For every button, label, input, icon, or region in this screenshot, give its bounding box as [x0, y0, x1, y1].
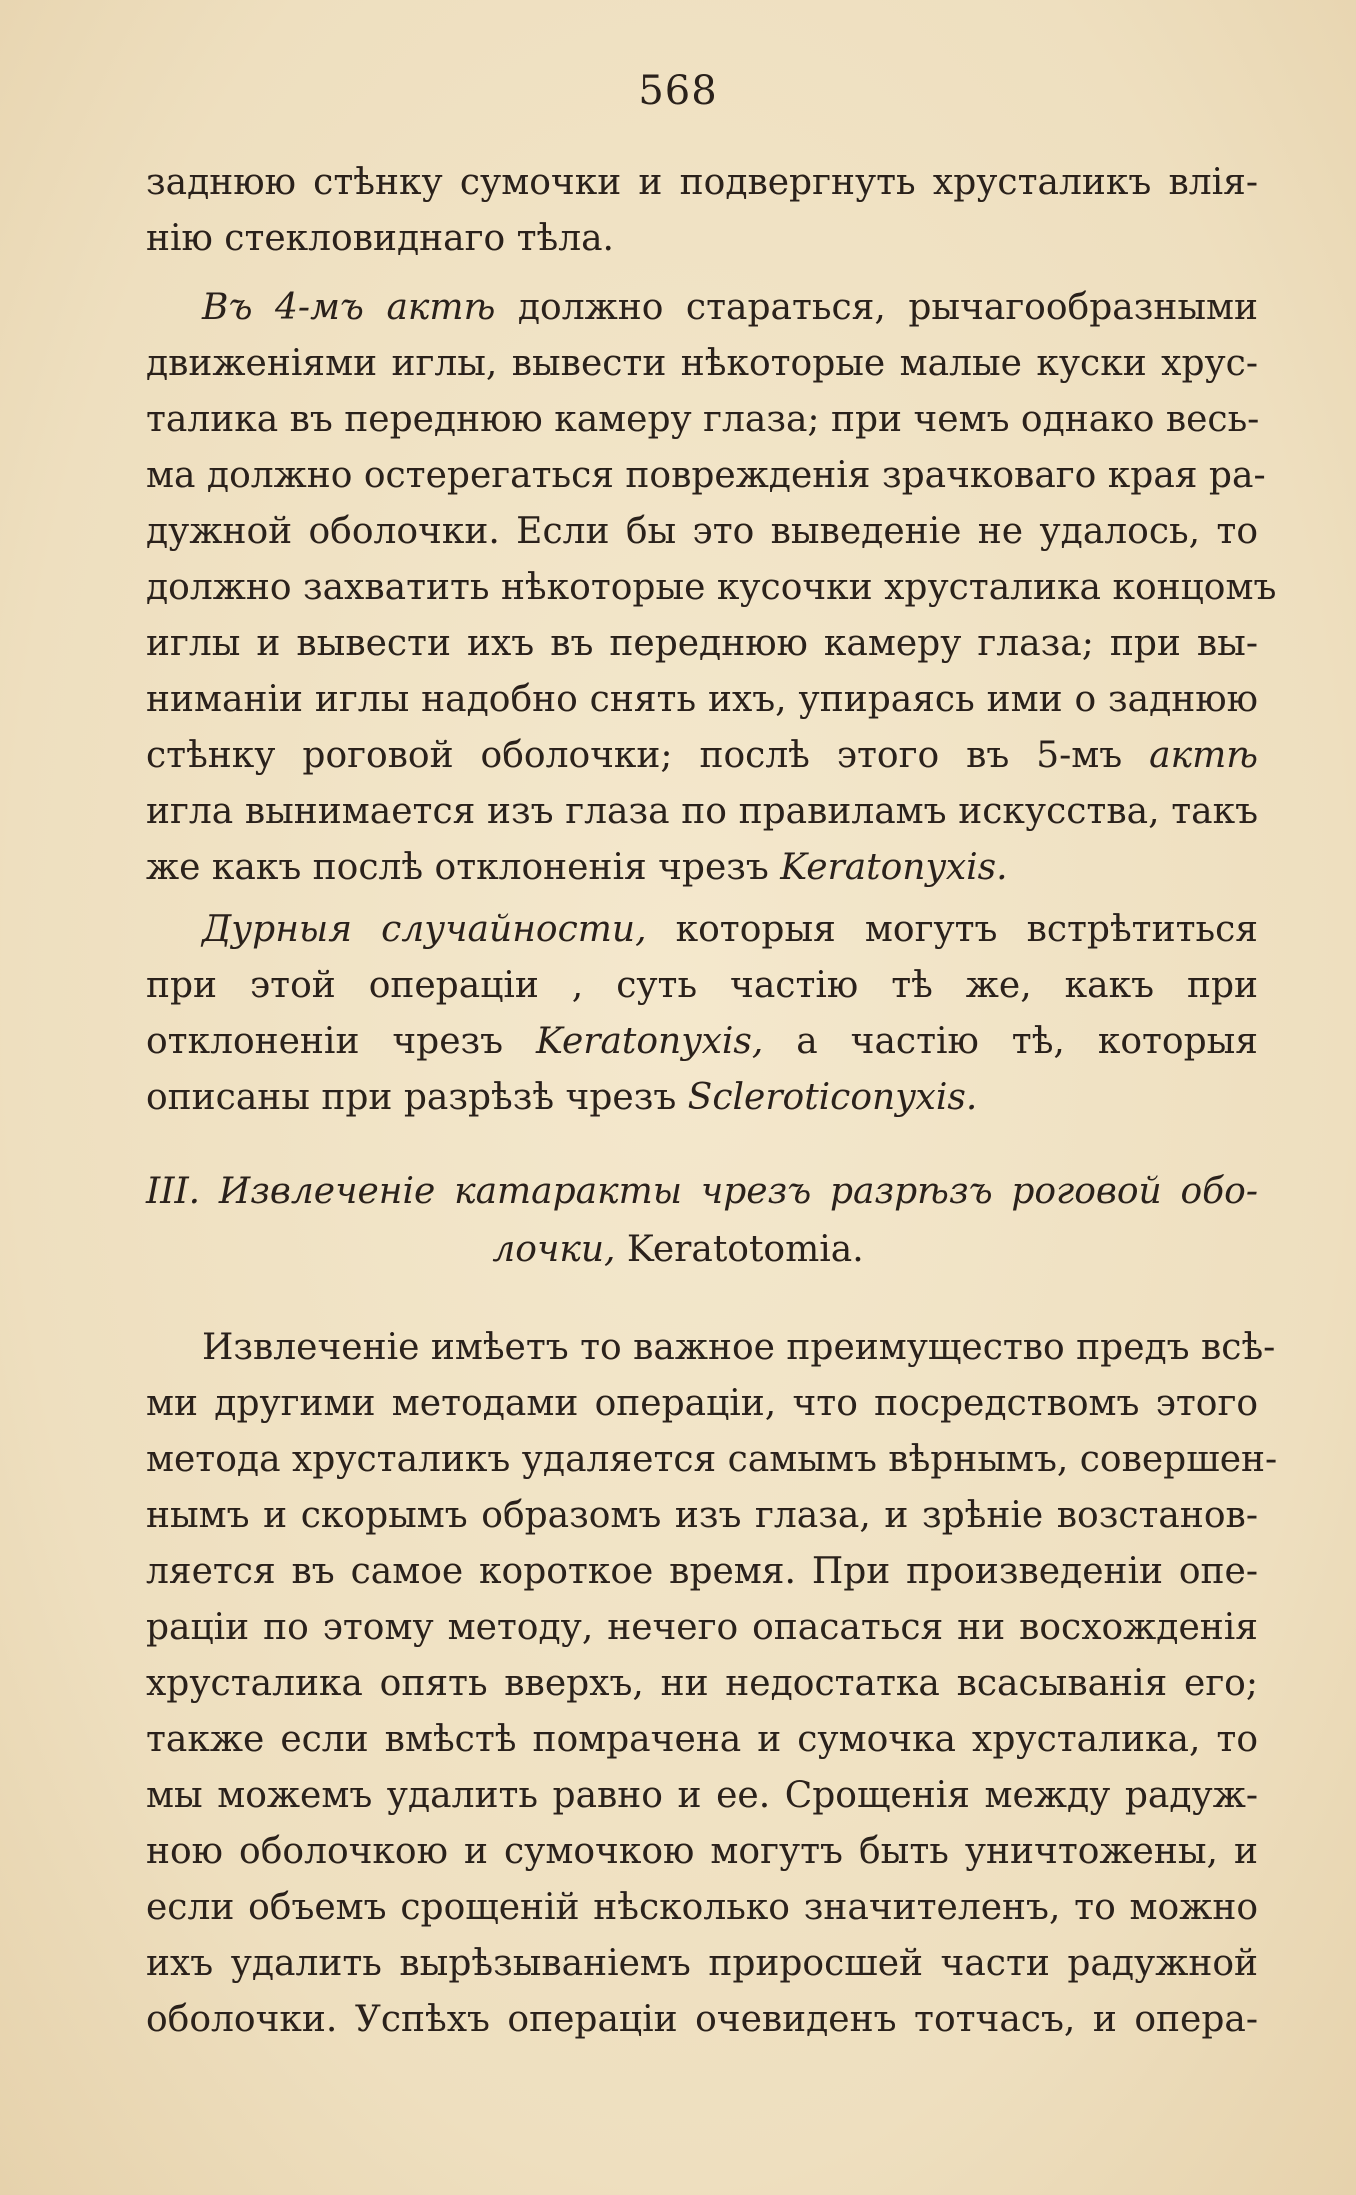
- text-line: оболочки. Успѣхъ операціи очевиденъ тотчасъ, и опера-: [146, 1999, 1258, 2040]
- text-line: также если вмѣстѣ помрачена и сумочка хрусталика, то: [146, 1719, 1258, 1760]
- text-line: ма должно остерегаться поврежденія зрачковаго края ра-: [146, 455, 1266, 496]
- text-line: иглы и вывести ихъ въ переднюю камеру глаза; при вы-: [146, 623, 1258, 664]
- text-line: [146, 840, 1258, 896]
- text-span: лочки,: [492, 1229, 616, 1270]
- page-number: 568: [638, 68, 718, 114]
- latin-term: Keratonyxis.: [780, 847, 1008, 888]
- text-line: дужной оболочки. Если бы это выведеніе не удалось, то: [146, 511, 1258, 552]
- text-line: [146, 1070, 1258, 1126]
- text-span: отклоненіи чрезъ: [146, 1021, 537, 1062]
- text-line: Извлеченіе имѣетъ то важное преимущество предъ всѣ-: [202, 1327, 1276, 1368]
- text-line: [202, 280, 1258, 336]
- text-line: игла вынимается изъ глаза по правиламъ искусства, такъ: [146, 791, 1258, 832]
- text-line: [146, 1014, 1258, 1070]
- text-line: ми другими методами операціи, что посредствомъ этого: [146, 1383, 1258, 1424]
- text-line: [146, 728, 1258, 784]
- text-line: хрусталика опять вверхъ, ни недостатка всасыванія его;: [146, 1663, 1258, 1704]
- act-label: Въ 4-мъ актѣ: [202, 287, 496, 328]
- text-line: талика въ переднюю камеру глаза; при чемъ однако весь-: [146, 399, 1260, 440]
- text-line: должно захватить нѣкоторые кусочки хрусталика концомъ: [146, 567, 1277, 608]
- latin-term: Keratotomia.: [615, 1229, 864, 1270]
- text-span: же какъ послѣ отклоненія чрезъ: [146, 847, 781, 888]
- text-line: нымъ и скорымъ образомъ изъ глаза, и зрѣніе возстанов-: [146, 1495, 1258, 1536]
- text-line: ною оболочкою и сумочкою могутъ быть уничтожены, и: [146, 1831, 1258, 1872]
- section-term: Дурныя случайности,: [202, 909, 647, 950]
- text-line: движеніями иглы, вывести нѣкоторые малые куски хрус-: [146, 343, 1258, 384]
- text-span: которыя могутъ встрѣтиться: [646, 909, 1258, 950]
- text-line: если объемъ срощеній нѣсколько значителенъ, то можно: [146, 1887, 1258, 1928]
- text-span: а частію тѣ, которыя: [763, 1021, 1258, 1062]
- text-line: заднюю стѣнку сумочки и подвергнуть хрусталикъ влія-: [146, 162, 1258, 203]
- section-heading: III. Извлеченіе катаракты чрезъ разрѣзъ роговой обо-: [146, 1171, 1258, 1212]
- act-label: актѣ: [1149, 735, 1258, 776]
- section-heading-line: [0, 1222, 1356, 1278]
- text-line: ниманіи иглы надобно снять ихъ, упираясь ими о заднюю: [146, 679, 1258, 720]
- text-span: стѣнку роговой оболочки; послѣ этого въ 5-мъ: [146, 735, 1150, 776]
- text-line: при этой операціи , суть частію тѣ же, какъ при: [146, 965, 1258, 1006]
- text-line: метода хрусталикъ удаляется самымъ вѣрнымъ, совершен-: [146, 1439, 1278, 1480]
- text-span: должно стараться, рычагообразными: [495, 287, 1258, 328]
- text-line: ихъ удалить вырѣзываніемъ приросшей части радужной: [146, 1943, 1258, 1984]
- text-line: раціи по этому методу, нечего опасаться ни восхожденія: [146, 1607, 1258, 1648]
- latin-term: Keratonyxis,: [536, 1021, 764, 1062]
- text-line: мы можемъ удалить равно и ее. Срощенія между радуж-: [146, 1775, 1258, 1816]
- text-line: ляется въ самое короткое время. При произведеніи опе-: [146, 1551, 1258, 1592]
- latin-term: Scleroticonyxis.: [687, 1077, 978, 1118]
- text-line: [202, 902, 1258, 958]
- text-span: описаны при разрѣзѣ чрезъ: [146, 1077, 688, 1118]
- text-line: нію стекловиднаго тѣла.: [146, 218, 614, 259]
